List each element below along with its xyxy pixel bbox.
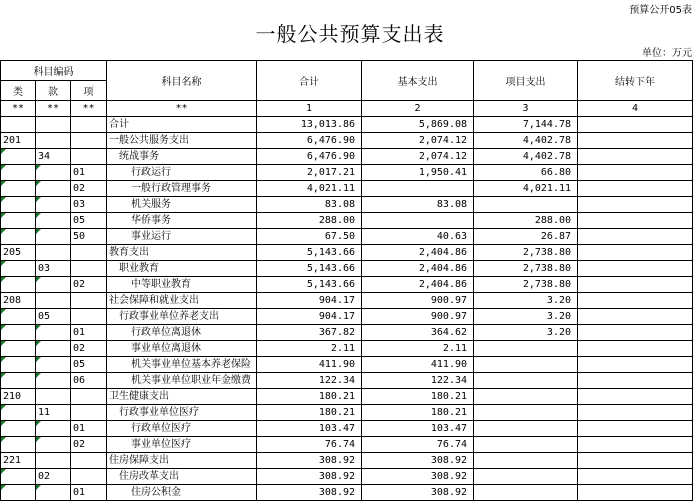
table-body bbox=[1, 101, 693, 501]
carry-amount bbox=[578, 197, 693, 213]
lei-cell bbox=[1, 357, 36, 373]
carry-amount bbox=[578, 485, 693, 501]
project-amount bbox=[474, 485, 578, 501]
total-amount: 5,143.66 bbox=[257, 261, 362, 277]
project-amount bbox=[474, 421, 578, 437]
carry-amount bbox=[578, 437, 693, 453]
lei-cell bbox=[1, 309, 36, 325]
lei-cell bbox=[1, 165, 36, 181]
subject-name: 住房改革支出 bbox=[107, 469, 257, 485]
kuan-cell bbox=[36, 293, 71, 309]
total-amount: 367.82 bbox=[257, 325, 362, 341]
lei-cell bbox=[1, 261, 36, 277]
header-xiang: 项 bbox=[71, 81, 107, 101]
basic-amount: 2,404.86 bbox=[362, 277, 474, 293]
project-amount: 2,738.80 bbox=[474, 245, 578, 261]
basic-amount: 900.97 bbox=[362, 293, 474, 309]
unit-label: 单位：万元 bbox=[642, 48, 692, 59]
table-row bbox=[1, 277, 693, 293]
header-carry: 结转下年 bbox=[578, 61, 693, 101]
table-row bbox=[1, 181, 693, 197]
xiang-cell: 05 bbox=[71, 357, 107, 373]
kuan-cell bbox=[36, 389, 71, 405]
table-row bbox=[1, 453, 693, 469]
lei-cell bbox=[1, 229, 36, 245]
index-cell: 4 bbox=[578, 101, 693, 117]
project-amount bbox=[474, 405, 578, 421]
table-row bbox=[1, 373, 693, 389]
lei-cell bbox=[1, 373, 36, 389]
carry-amount bbox=[578, 133, 693, 149]
table-row bbox=[1, 293, 693, 309]
kuan-cell: 05 bbox=[36, 309, 71, 325]
basic-amount: 900.97 bbox=[362, 309, 474, 325]
xiang-cell bbox=[71, 469, 107, 485]
kuan-cell bbox=[36, 197, 71, 213]
xiang-cell bbox=[71, 149, 107, 165]
basic-amount bbox=[362, 213, 474, 229]
table-row bbox=[1, 485, 693, 501]
carry-amount bbox=[578, 373, 693, 389]
basic-amount: 103.47 bbox=[362, 421, 474, 437]
carry-amount bbox=[578, 469, 693, 485]
carry-amount bbox=[578, 117, 693, 133]
total-amount: 904.17 bbox=[257, 309, 362, 325]
subject-name: 华侨事务 bbox=[107, 213, 257, 229]
page-title: 一般公共预算支出表 bbox=[255, 22, 445, 46]
kuan-cell bbox=[36, 245, 71, 261]
lei-cell bbox=[1, 213, 36, 229]
project-amount: 66.80 bbox=[474, 165, 578, 181]
subject-name: 行政事业单位医疗 bbox=[107, 405, 257, 421]
xiang-cell bbox=[71, 117, 107, 133]
total-amount: 2,017.21 bbox=[257, 165, 362, 181]
total-amount: 83.08 bbox=[257, 197, 362, 213]
index-cell: ** bbox=[71, 101, 107, 117]
subject-name: 机关事业单位基本养老保险 bbox=[107, 357, 257, 373]
lei-cell bbox=[1, 485, 36, 501]
xiang-cell bbox=[71, 261, 107, 277]
kuan-cell bbox=[36, 117, 71, 133]
total-amount: 180.21 bbox=[257, 389, 362, 405]
project-amount bbox=[474, 437, 578, 453]
subject-name: 行政单位医疗 bbox=[107, 421, 257, 437]
header-basic: 基本支出 bbox=[362, 61, 474, 101]
kuan-cell bbox=[36, 133, 71, 149]
index-cell: ** bbox=[36, 101, 71, 117]
total-amount: 76.74 bbox=[257, 437, 362, 453]
index-row bbox=[1, 101, 693, 117]
xiang-cell bbox=[71, 133, 107, 149]
kuan-cell: 02 bbox=[36, 469, 71, 485]
basic-amount: 2,074.12 bbox=[362, 149, 474, 165]
kuan-cell bbox=[36, 213, 71, 229]
subject-name: 中等职业教育 bbox=[107, 277, 257, 293]
xiang-cell: 02 bbox=[71, 181, 107, 197]
table-row bbox=[1, 389, 693, 405]
total-amount: 5,143.66 bbox=[257, 277, 362, 293]
table-row bbox=[1, 357, 693, 373]
project-amount bbox=[474, 389, 578, 405]
subject-name: 住房保障支出 bbox=[107, 453, 257, 469]
total-amount: 6,476.90 bbox=[257, 149, 362, 165]
table-row bbox=[1, 117, 693, 133]
kuan-cell bbox=[36, 485, 71, 501]
lei-cell: 221 bbox=[1, 453, 36, 469]
kuan-cell bbox=[36, 341, 71, 357]
kuan-cell bbox=[36, 229, 71, 245]
project-amount bbox=[474, 469, 578, 485]
project-amount bbox=[474, 373, 578, 389]
carry-amount bbox=[578, 341, 693, 357]
lei-cell bbox=[1, 181, 36, 197]
lei-cell: 201 bbox=[1, 133, 36, 149]
table-row bbox=[1, 261, 693, 277]
project-amount: 2,738.80 bbox=[474, 277, 578, 293]
carry-amount bbox=[578, 405, 693, 421]
xiang-cell: 01 bbox=[71, 485, 107, 501]
project-amount bbox=[474, 341, 578, 357]
lei-cell bbox=[1, 277, 36, 293]
carry-amount bbox=[578, 389, 693, 405]
subject-name: 机关事业单位职业年金缴费 bbox=[107, 373, 257, 389]
project-amount: 3.20 bbox=[474, 325, 578, 341]
lei-cell bbox=[1, 437, 36, 453]
total-amount: 308.92 bbox=[257, 469, 362, 485]
table-row bbox=[1, 213, 693, 229]
carry-amount bbox=[578, 149, 693, 165]
lei-cell: 205 bbox=[1, 245, 36, 261]
xiang-cell bbox=[71, 405, 107, 421]
xiang-cell bbox=[71, 309, 107, 325]
subject-name: 住房公积金 bbox=[107, 485, 257, 501]
total-amount: 411.90 bbox=[257, 357, 362, 373]
carry-amount bbox=[578, 181, 693, 197]
basic-amount: 5,869.08 bbox=[362, 117, 474, 133]
total-amount: 2.11 bbox=[257, 341, 362, 357]
total-amount: 6,476.90 bbox=[257, 133, 362, 149]
carry-amount bbox=[578, 325, 693, 341]
table-row bbox=[1, 405, 693, 421]
subject-name: 统战事务 bbox=[107, 149, 257, 165]
index-cell: ** bbox=[107, 101, 257, 117]
basic-amount bbox=[362, 181, 474, 197]
subject-name: 行政单位离退休 bbox=[107, 325, 257, 341]
lei-cell bbox=[1, 197, 36, 213]
total-amount: 67.50 bbox=[257, 229, 362, 245]
subject-name: 事业单位医疗 bbox=[107, 437, 257, 453]
basic-amount: 308.92 bbox=[362, 453, 474, 469]
project-amount bbox=[474, 357, 578, 373]
carry-amount bbox=[578, 357, 693, 373]
total-amount: 103.47 bbox=[257, 421, 362, 437]
basic-amount: 364.62 bbox=[362, 325, 474, 341]
carry-amount bbox=[578, 261, 693, 277]
project-amount: 4,021.11 bbox=[474, 181, 578, 197]
lei-cell: 208 bbox=[1, 293, 36, 309]
xiang-cell: 01 bbox=[71, 325, 107, 341]
header-total: 合计 bbox=[257, 61, 362, 101]
basic-amount: 76.74 bbox=[362, 437, 474, 453]
carry-amount bbox=[578, 453, 693, 469]
basic-amount: 83.08 bbox=[362, 197, 474, 213]
table-row bbox=[1, 325, 693, 341]
carry-amount bbox=[578, 277, 693, 293]
subject-name: 机关服务 bbox=[107, 197, 257, 213]
form-code: 预算公开05表 bbox=[629, 5, 692, 16]
carry-amount bbox=[578, 293, 693, 309]
basic-amount: 2,074.12 bbox=[362, 133, 474, 149]
table-row bbox=[1, 197, 693, 213]
kuan-cell bbox=[36, 421, 71, 437]
xiang-cell: 05 bbox=[71, 213, 107, 229]
basic-amount: 411.90 bbox=[362, 357, 474, 373]
lei-cell bbox=[1, 341, 36, 357]
kuan-cell bbox=[36, 165, 71, 181]
kuan-cell bbox=[36, 181, 71, 197]
subject-name: 一般公共服务支出 bbox=[107, 133, 257, 149]
index-cell: 1 bbox=[257, 101, 362, 117]
header-project: 项目支出 bbox=[474, 61, 578, 101]
table-row bbox=[1, 421, 693, 437]
carry-amount bbox=[578, 309, 693, 325]
basic-amount: 2,404.86 bbox=[362, 245, 474, 261]
subject-name: 事业单位离退休 bbox=[107, 341, 257, 357]
project-amount: 288.00 bbox=[474, 213, 578, 229]
kuan-cell: 34 bbox=[36, 149, 71, 165]
kuan-cell: 11 bbox=[36, 405, 71, 421]
table-row bbox=[1, 133, 693, 149]
project-amount: 26.87 bbox=[474, 229, 578, 245]
lei-cell bbox=[1, 405, 36, 421]
kuan-cell bbox=[36, 373, 71, 389]
xiang-cell bbox=[71, 453, 107, 469]
basic-amount: 180.21 bbox=[362, 389, 474, 405]
basic-amount: 180.21 bbox=[362, 405, 474, 421]
subject-name: 社会保障和就业支出 bbox=[107, 293, 257, 309]
table-row bbox=[1, 229, 693, 245]
lei-cell: 210 bbox=[1, 389, 36, 405]
table-row bbox=[1, 245, 693, 261]
subject-name: 行政运行 bbox=[107, 165, 257, 181]
lei-cell bbox=[1, 469, 36, 485]
index-cell: 3 bbox=[474, 101, 578, 117]
basic-amount: 2.11 bbox=[362, 341, 474, 357]
carry-amount bbox=[578, 213, 693, 229]
total-amount: 4,021.11 bbox=[257, 181, 362, 197]
total-amount: 180.21 bbox=[257, 405, 362, 421]
table-row bbox=[1, 341, 693, 357]
total-amount: 308.92 bbox=[257, 453, 362, 469]
index-cell: 2 bbox=[362, 101, 474, 117]
xiang-cell: 02 bbox=[71, 341, 107, 357]
project-amount: 4,402.78 bbox=[474, 149, 578, 165]
kuan-cell bbox=[36, 453, 71, 469]
kuan-cell bbox=[36, 277, 71, 293]
project-amount: 3.20 bbox=[474, 293, 578, 309]
lei-cell bbox=[1, 117, 36, 133]
project-amount bbox=[474, 197, 578, 213]
basic-amount: 2,404.86 bbox=[362, 261, 474, 277]
carry-amount bbox=[578, 245, 693, 261]
carry-amount bbox=[578, 421, 693, 437]
index-cell: ** bbox=[1, 101, 36, 117]
total-amount: 122.34 bbox=[257, 373, 362, 389]
header-kuan: 款 bbox=[36, 81, 71, 101]
xiang-cell: 02 bbox=[71, 277, 107, 293]
table-row bbox=[1, 437, 693, 453]
project-amount: 4,402.78 bbox=[474, 133, 578, 149]
kuan-cell bbox=[36, 357, 71, 373]
project-amount: 7,144.78 bbox=[474, 117, 578, 133]
total-amount: 5,143.66 bbox=[257, 245, 362, 261]
subject-name: 卫生健康支出 bbox=[107, 389, 257, 405]
total-amount: 308.92 bbox=[257, 485, 362, 501]
subject-name: 事业运行 bbox=[107, 229, 257, 245]
kuan-cell bbox=[36, 437, 71, 453]
xiang-cell: 06 bbox=[71, 373, 107, 389]
table-row bbox=[1, 165, 693, 181]
basic-amount: 40.63 bbox=[362, 229, 474, 245]
header-name: 科目名称 bbox=[107, 61, 257, 101]
xiang-cell: 03 bbox=[71, 197, 107, 213]
kuan-cell: 03 bbox=[36, 261, 71, 277]
project-amount: 2,738.80 bbox=[474, 261, 578, 277]
total-amount: 904.17 bbox=[257, 293, 362, 309]
carry-amount bbox=[578, 229, 693, 245]
basic-amount: 308.92 bbox=[362, 485, 474, 501]
lei-cell bbox=[1, 325, 36, 341]
table-row bbox=[1, 149, 693, 165]
kuan-cell bbox=[36, 325, 71, 341]
project-amount: 3.20 bbox=[474, 309, 578, 325]
xiang-cell bbox=[71, 389, 107, 405]
xiang-cell: 02 bbox=[71, 437, 107, 453]
project-amount bbox=[474, 453, 578, 469]
xiang-cell bbox=[71, 245, 107, 261]
carry-amount bbox=[578, 165, 693, 181]
table-row bbox=[1, 309, 693, 325]
lei-cell bbox=[1, 149, 36, 165]
basic-amount: 308.92 bbox=[362, 469, 474, 485]
xiang-cell: 50 bbox=[71, 229, 107, 245]
budget-table bbox=[0, 60, 693, 501]
table-row bbox=[1, 469, 693, 485]
subject-name: 职业教育 bbox=[107, 261, 257, 277]
lei-cell bbox=[1, 421, 36, 437]
subject-name: 教育支出 bbox=[107, 245, 257, 261]
header-code-group: 科目编码 bbox=[1, 61, 107, 81]
xiang-cell: 01 bbox=[71, 421, 107, 437]
subject-name: 一般行政管理事务 bbox=[107, 181, 257, 197]
total-amount: 13,013.86 bbox=[257, 117, 362, 133]
xiang-cell bbox=[71, 293, 107, 309]
basic-amount: 1,950.41 bbox=[362, 165, 474, 181]
subject-name: 行政事业单位养老支出 bbox=[107, 309, 257, 325]
header-lei: 类 bbox=[1, 81, 36, 101]
total-amount: 288.00 bbox=[257, 213, 362, 229]
xiang-cell: 01 bbox=[71, 165, 107, 181]
basic-amount: 122.34 bbox=[362, 373, 474, 389]
subject-name: 合计 bbox=[107, 117, 257, 133]
